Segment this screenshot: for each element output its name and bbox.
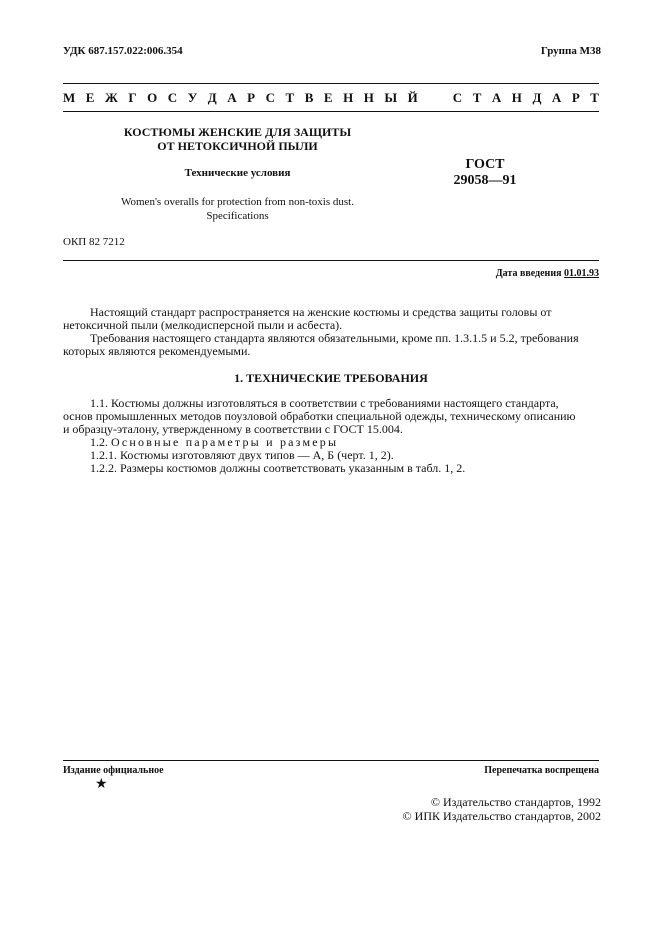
introduction-date: Дата введения 01.01.93 <box>495 268 599 279</box>
interstate-standard-banner: М Е Ж Г О С У Д А Р С Т В Е Н Н Ы Й С Т А Н Д А Р Т <box>63 90 599 105</box>
date-rule <box>63 260 599 261</box>
document-title: КОСТЮМЫ ЖЕНСКИЕ ДЛЯ ЗАЩИТЫ ОТ НЕТОКСИЧНОЙ ПЫЛИ <box>123 125 352 153</box>
intro-paragraph-2: Требования настоящего стандарта являются обязательными, кроме пп. 1.3.1.5 и 5.2, требования которых являются рекомендуемыми. <box>63 331 579 358</box>
group-code: Группа М38 <box>540 45 601 57</box>
banner-bottom-rule <box>63 111 599 112</box>
udk-code: УДК 687.157.022:006.354 <box>63 45 183 57</box>
section-heading: 1. ТЕХНИЧЕСКИЕ ТРЕБОВАНИЯ <box>234 371 428 385</box>
star-icon: ★ <box>95 777 108 792</box>
footer-rule <box>63 760 599 761</box>
reprint-prohibited-label: Перепечатка воспрещена <box>484 765 599 776</box>
document-subtitle: Технические условия <box>184 167 291 179</box>
copyright-1992: © Издательство стандартов, 1992 <box>430 795 601 809</box>
clause-1-1: 1.1. Костюмы должны изготовляться в соответствии с требованиями настоящего стандарта, основ промышленных методов поузловой обработки специальной одежды, техническому описанию и образцу-эталону, утвержденному в соответствии с ГОСТ 15.004. <box>63 396 576 436</box>
clause-1-2-1: 1.2.1. Костюмы изготовляют двух типов — А, Б (черт. 1, 2). <box>90 448 394 462</box>
okp-code: ОКП 82 7212 <box>63 236 125 248</box>
official-edition-label: Издание официальное <box>63 765 164 776</box>
copyright-2002: © ИПК Издательство стандартов, 2002 <box>402 809 601 823</box>
english-title: Women's overalls for protection from non-toxis dust. Specifications <box>121 196 354 222</box>
gost-number: ГОСТ 29058—91 <box>453 157 517 188</box>
clause-1-2-2: 1.2.2. Размеры костюмов должны соответствовать указанным в табл. 1, 2. <box>90 461 466 475</box>
intro-paragraph-1: Настоящий стандарт распространяется на женские костюмы и средства защиты головы от нетоксичной пыли (мелкодисперсной пыли и асбеста). <box>63 305 552 332</box>
top-rule <box>63 83 599 84</box>
clause-1-2: 1.2. Основные параметры и размеры <box>90 435 339 449</box>
